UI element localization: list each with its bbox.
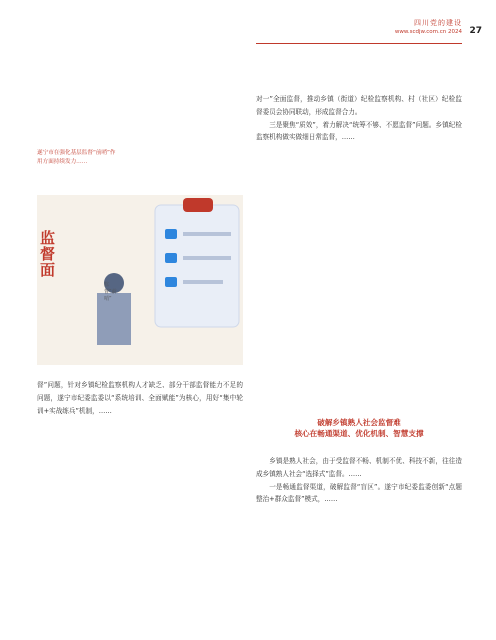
paragraph: 一是畅通监督渠道，破解监督“盲区”。遂宁市纪委监委创新“点题整治+群众监督”模式，…… xyxy=(256,482,462,504)
clip-icon xyxy=(183,198,213,212)
page-header xyxy=(394,18,482,36)
header-rule xyxy=(256,43,462,44)
left-column xyxy=(37,379,243,417)
paragraph: 乡镇是熟人社会，由于受监督不畅、机制不优、科技不新，往往造成乡镇熟人社会“选择式”监督。…… xyxy=(256,457,462,478)
figure-icon xyxy=(97,293,131,345)
subhead-line-1: 破解乡镇熟人社会监督难 xyxy=(317,418,401,427)
section-subhead xyxy=(256,417,462,439)
clipboard-icon xyxy=(155,205,239,327)
checkmark-icons xyxy=(165,229,177,287)
page-number: 27 xyxy=(469,26,482,36)
paragraph: 对一”全面监督，推动乡镇（街道）纪检监察机构、村（社区）纪检监督委员会协同联动，形成监督合力。 xyxy=(256,95,462,116)
subhead-line-2: 核心在畅通渠道、优化机制、智慧支撑 xyxy=(294,429,424,438)
right-column-bottom xyxy=(256,455,462,506)
right-column-top xyxy=(256,93,462,144)
lead-text: 遂宁市在强化基层监督“前哨”作用方面持续发力…… xyxy=(37,150,116,165)
magazine-url: www.scdjw.com.cn 2024 xyxy=(394,29,462,35)
paragraph: 三是聚焦“质效”，着力解决“统筹不够、不愿监督”问题。乡镇纪检监察机构做实做细日常监督，…… xyxy=(256,120,462,142)
paragraph: 督”问题，针对乡镇纪检监察机构人才缺乏、部分干部监督能力不足的问题，遂宁市纪委监委以“系统培训、全面赋能”为核心，用好“集中轮训+实战练兵”机制，…… xyxy=(37,381,243,415)
magazine-title: 四川党的建设 xyxy=(414,19,462,27)
banner-caption: 监督“前哨” xyxy=(104,282,117,302)
banner-title: 监督面 xyxy=(40,229,56,279)
feature-banner xyxy=(37,195,243,365)
